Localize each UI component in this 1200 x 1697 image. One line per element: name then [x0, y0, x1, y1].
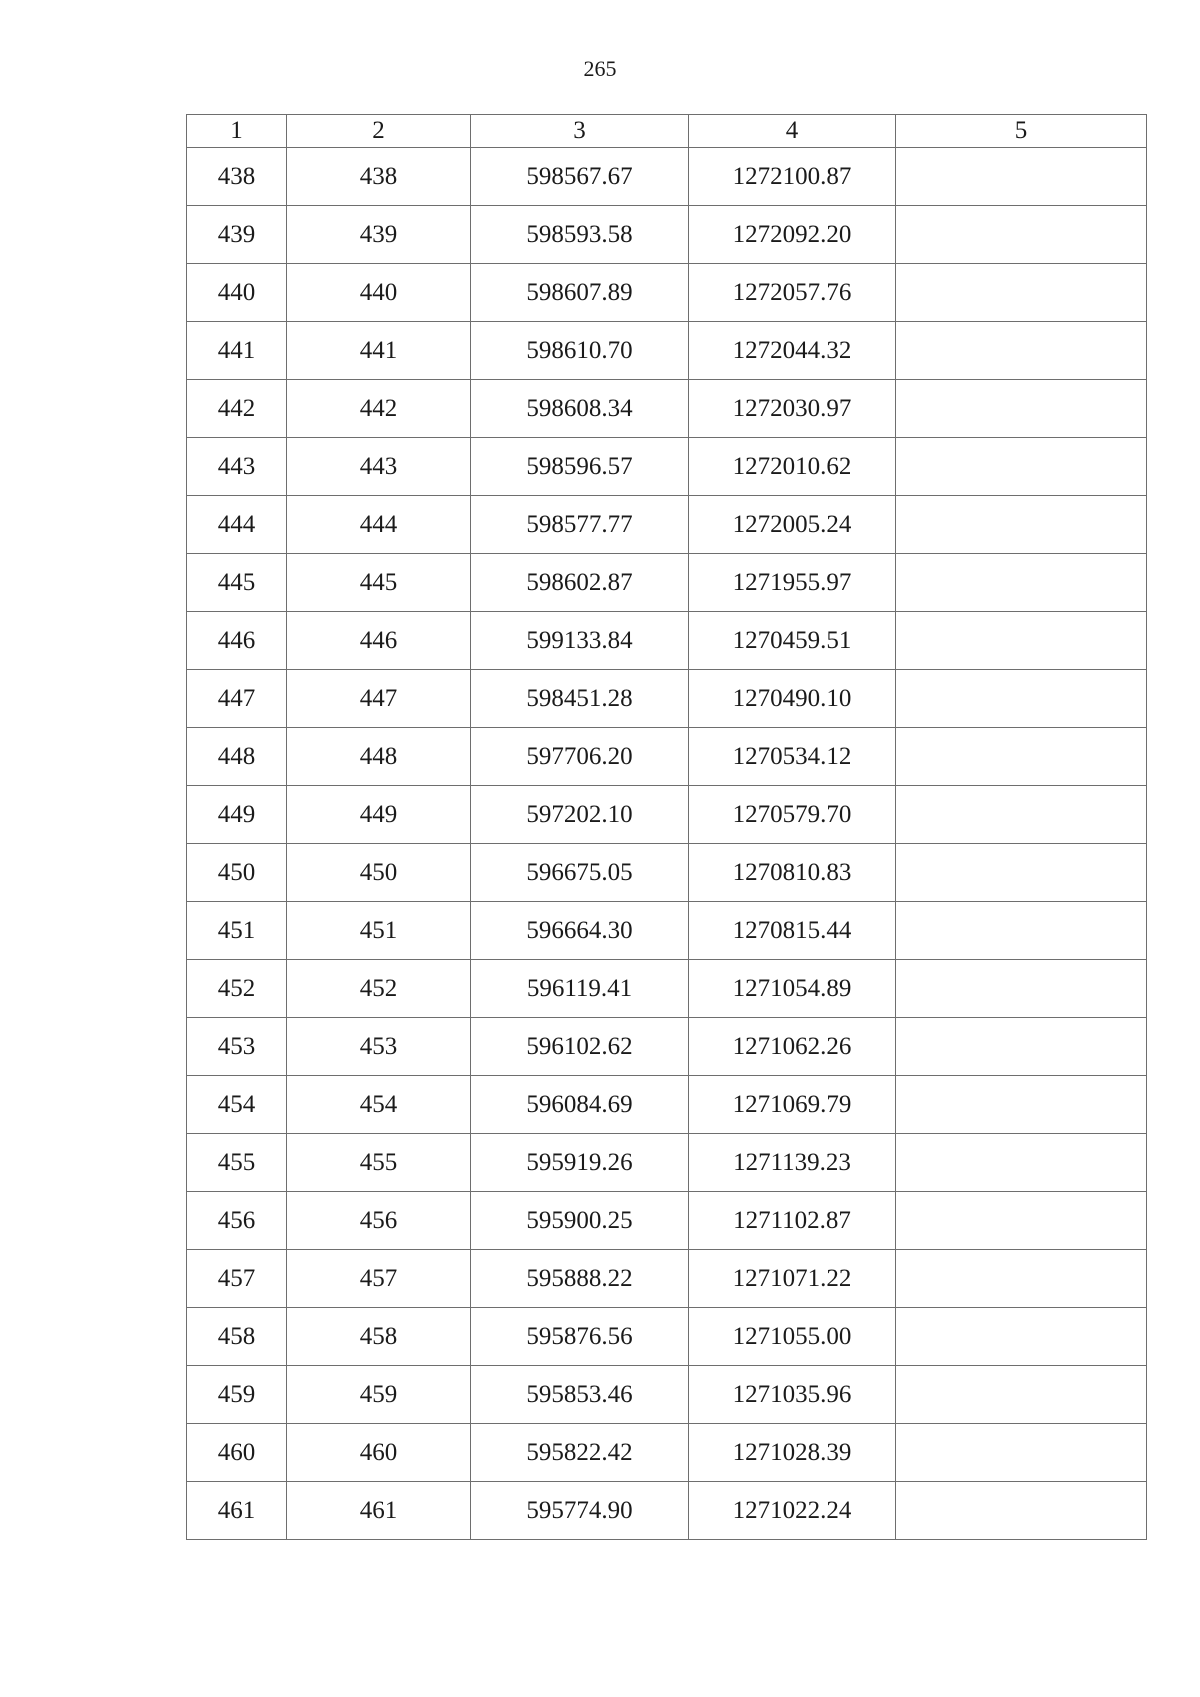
table-cell-col-5 — [896, 264, 1147, 322]
table-cell-col-4: 1271071.22 — [689, 1250, 896, 1308]
table-cell-col-1: 439 — [187, 206, 287, 264]
table-cell-col-2: 443 — [287, 438, 471, 496]
table-row — [187, 670, 1147, 728]
table-cell-col-4: 1272030.97 — [689, 380, 896, 438]
table-row — [187, 612, 1147, 670]
table-cell-col-5 — [896, 322, 1147, 380]
table-cell-col-4: 1271028.39 — [689, 1424, 896, 1482]
table-cell-col-1: 444 — [187, 496, 287, 554]
table-cell-col-4: 1271069.79 — [689, 1076, 896, 1134]
table-row — [187, 1018, 1147, 1076]
table-cell-col-5 — [896, 844, 1147, 902]
page-number: 265 — [583, 56, 617, 81]
table-cell-col-2: 445 — [287, 554, 471, 612]
table-cell-col-1: 459 — [187, 1366, 287, 1424]
table-body — [187, 148, 1147, 1540]
table-cell-col-3: 598577.77 — [471, 496, 689, 554]
table-cell-col-4: 1270534.12 — [689, 728, 896, 786]
table-cell-col-3: 596664.30 — [471, 902, 689, 960]
table-cell-col-1: 452 — [187, 960, 287, 1018]
table-cell-col-2: 442 — [287, 380, 471, 438]
table-cell-col-4: 1270490.10 — [689, 670, 896, 728]
coordinates-table — [186, 114, 1147, 1540]
table-cell-col-1: 453 — [187, 1018, 287, 1076]
table-row — [187, 380, 1147, 438]
table-cell-col-5 — [896, 554, 1147, 612]
table-row — [187, 206, 1147, 264]
table-cell-col-2: 447 — [287, 670, 471, 728]
table-cell-col-2: 439 — [287, 206, 471, 264]
table-cell-col-2: 456 — [287, 1192, 471, 1250]
table-row — [187, 554, 1147, 612]
table-cell-col-2: 444 — [287, 496, 471, 554]
table-cell-col-5 — [896, 1366, 1147, 1424]
table-row — [187, 264, 1147, 322]
table-row — [187, 1250, 1147, 1308]
table-cell-col-2: 440 — [287, 264, 471, 322]
table-row — [187, 1308, 1147, 1366]
column-header-1: 1 — [187, 115, 287, 148]
table-cell-col-3: 596675.05 — [471, 844, 689, 902]
table-cell-col-5 — [896, 1018, 1147, 1076]
table-cell-col-1: 454 — [187, 1076, 287, 1134]
table-cell-col-4: 1271062.26 — [689, 1018, 896, 1076]
table-cell-col-3: 595822.42 — [471, 1424, 689, 1482]
table-cell-col-2: 460 — [287, 1424, 471, 1482]
table-cell-col-3: 597202.10 — [471, 786, 689, 844]
table-cell-col-3: 598596.57 — [471, 438, 689, 496]
table-cell-col-1: 446 — [187, 612, 287, 670]
table-cell-col-4: 1272044.32 — [689, 322, 896, 380]
table-cell-col-3: 597706.20 — [471, 728, 689, 786]
table-header — [187, 115, 1147, 148]
table-cell-col-2: 457 — [287, 1250, 471, 1308]
table-cell-col-1: 441 — [187, 322, 287, 380]
table-cell-col-5 — [896, 1250, 1147, 1308]
table-cell-col-3: 595900.25 — [471, 1192, 689, 1250]
table-cell-col-5 — [896, 960, 1147, 1018]
table-cell-col-1: 460 — [187, 1424, 287, 1482]
table-cell-col-1: 456 — [187, 1192, 287, 1250]
table-cell-col-5 — [896, 1134, 1147, 1192]
table-cell-col-3: 598451.28 — [471, 670, 689, 728]
table-cell-col-1: 443 — [187, 438, 287, 496]
table-cell-col-2: 455 — [287, 1134, 471, 1192]
table-cell-col-5 — [896, 206, 1147, 264]
table-cell-col-4: 1272100.87 — [689, 148, 896, 206]
table-cell-col-2: 459 — [287, 1366, 471, 1424]
table-cell-col-1: 450 — [187, 844, 287, 902]
table-cell-col-1: 445 — [187, 554, 287, 612]
table-cell-col-4: 1271955.97 — [689, 554, 896, 612]
table-cell-col-3: 598593.58 — [471, 206, 689, 264]
table-row — [187, 1076, 1147, 1134]
column-header-5: 5 — [896, 115, 1147, 148]
table-cell-col-3: 599133.84 — [471, 612, 689, 670]
table-cell-col-1: 457 — [187, 1250, 287, 1308]
table-cell-col-2: 450 — [287, 844, 471, 902]
table-cell-col-4: 1272005.24 — [689, 496, 896, 554]
table-cell-col-5 — [896, 902, 1147, 960]
table-cell-col-1: 461 — [187, 1482, 287, 1540]
table-cell-col-4: 1271035.96 — [689, 1366, 896, 1424]
table-cell-col-1: 455 — [187, 1134, 287, 1192]
table-row — [187, 1134, 1147, 1192]
table-cell-col-5 — [896, 1192, 1147, 1250]
table-row — [187, 1192, 1147, 1250]
table-cell-col-1: 442 — [187, 380, 287, 438]
table-row — [187, 148, 1147, 206]
table-cell-col-4: 1272057.76 — [689, 264, 896, 322]
table-cell-col-2: 441 — [287, 322, 471, 380]
table-row — [187, 1366, 1147, 1424]
table-cell-col-1: 447 — [187, 670, 287, 728]
table-cell-col-3: 595888.22 — [471, 1250, 689, 1308]
table-cell-col-5 — [896, 1482, 1147, 1540]
table-cell-col-1: 449 — [187, 786, 287, 844]
table-cell-col-3: 598608.34 — [471, 380, 689, 438]
table-cell-col-4: 1271054.89 — [689, 960, 896, 1018]
table-cell-col-2: 461 — [287, 1482, 471, 1540]
table-cell-col-5 — [896, 1076, 1147, 1134]
table-cell-col-4: 1270810.83 — [689, 844, 896, 902]
table-cell-col-5 — [896, 380, 1147, 438]
table-cell-col-5 — [896, 786, 1147, 844]
table-cell-col-5 — [896, 612, 1147, 670]
table-cell-col-5 — [896, 148, 1147, 206]
table-cell-col-1: 458 — [187, 1308, 287, 1366]
column-header-4: 4 — [689, 115, 896, 148]
table-cell-col-3: 598602.87 — [471, 554, 689, 612]
table-cell-col-2: 458 — [287, 1308, 471, 1366]
table-cell-col-2: 454 — [287, 1076, 471, 1134]
table-cell-col-1: 448 — [187, 728, 287, 786]
table-cell-col-2: 448 — [287, 728, 471, 786]
table-cell-col-4: 1271055.00 — [689, 1308, 896, 1366]
table-row — [187, 1424, 1147, 1482]
table-cell-col-3: 598607.89 — [471, 264, 689, 322]
table-row — [187, 786, 1147, 844]
table-cell-col-5 — [896, 728, 1147, 786]
table-cell-col-3: 595853.46 — [471, 1366, 689, 1424]
table-cell-col-3: 596119.41 — [471, 960, 689, 1018]
table-cell-col-2: 449 — [287, 786, 471, 844]
table-cell-col-1: 438 — [187, 148, 287, 206]
table-cell-col-5 — [896, 438, 1147, 496]
table-cell-col-4: 1270459.51 — [689, 612, 896, 670]
table-cell-col-4: 1272092.20 — [689, 206, 896, 264]
table-cell-col-3: 596084.69 — [471, 1076, 689, 1134]
table-row — [187, 322, 1147, 380]
table-cell-col-4: 1270579.70 — [689, 786, 896, 844]
table-cell-col-5 — [896, 1424, 1147, 1482]
table-cell-col-3: 598567.67 — [471, 148, 689, 206]
table-cell-col-3: 598610.70 — [471, 322, 689, 380]
table-cell-col-4: 1270815.44 — [689, 902, 896, 960]
column-header-3: 3 — [471, 115, 689, 148]
table-cell-col-3: 595919.26 — [471, 1134, 689, 1192]
table-row — [187, 844, 1147, 902]
table-cell-col-2: 452 — [287, 960, 471, 1018]
table-cell-col-4: 1272010.62 — [689, 438, 896, 496]
table-row — [187, 438, 1147, 496]
table-cell-col-2: 453 — [287, 1018, 471, 1076]
table-cell-col-4: 1271022.24 — [689, 1482, 896, 1540]
table-row — [187, 496, 1147, 554]
table-cell-col-4: 1271102.87 — [689, 1192, 896, 1250]
table-cell-col-2: 451 — [287, 902, 471, 960]
table-row — [187, 728, 1147, 786]
table-cell-col-5 — [896, 670, 1147, 728]
header-row — [187, 115, 1147, 148]
column-header-2: 2 — [287, 115, 471, 148]
table-cell-col-4: 1271139.23 — [689, 1134, 896, 1192]
table-cell-col-3: 596102.62 — [471, 1018, 689, 1076]
table-cell-col-2: 438 — [287, 148, 471, 206]
table-cell-col-5 — [896, 1308, 1147, 1366]
table-cell-col-3: 595774.90 — [471, 1482, 689, 1540]
table-row — [187, 960, 1147, 1018]
table-row — [187, 902, 1147, 960]
table-cell-col-3: 595876.56 — [471, 1308, 689, 1366]
table-cell-col-1: 440 — [187, 264, 287, 322]
table-cell-col-2: 446 — [287, 612, 471, 670]
table-row — [187, 1482, 1147, 1540]
table-cell-col-5 — [896, 496, 1147, 554]
table-cell-col-1: 451 — [187, 902, 287, 960]
